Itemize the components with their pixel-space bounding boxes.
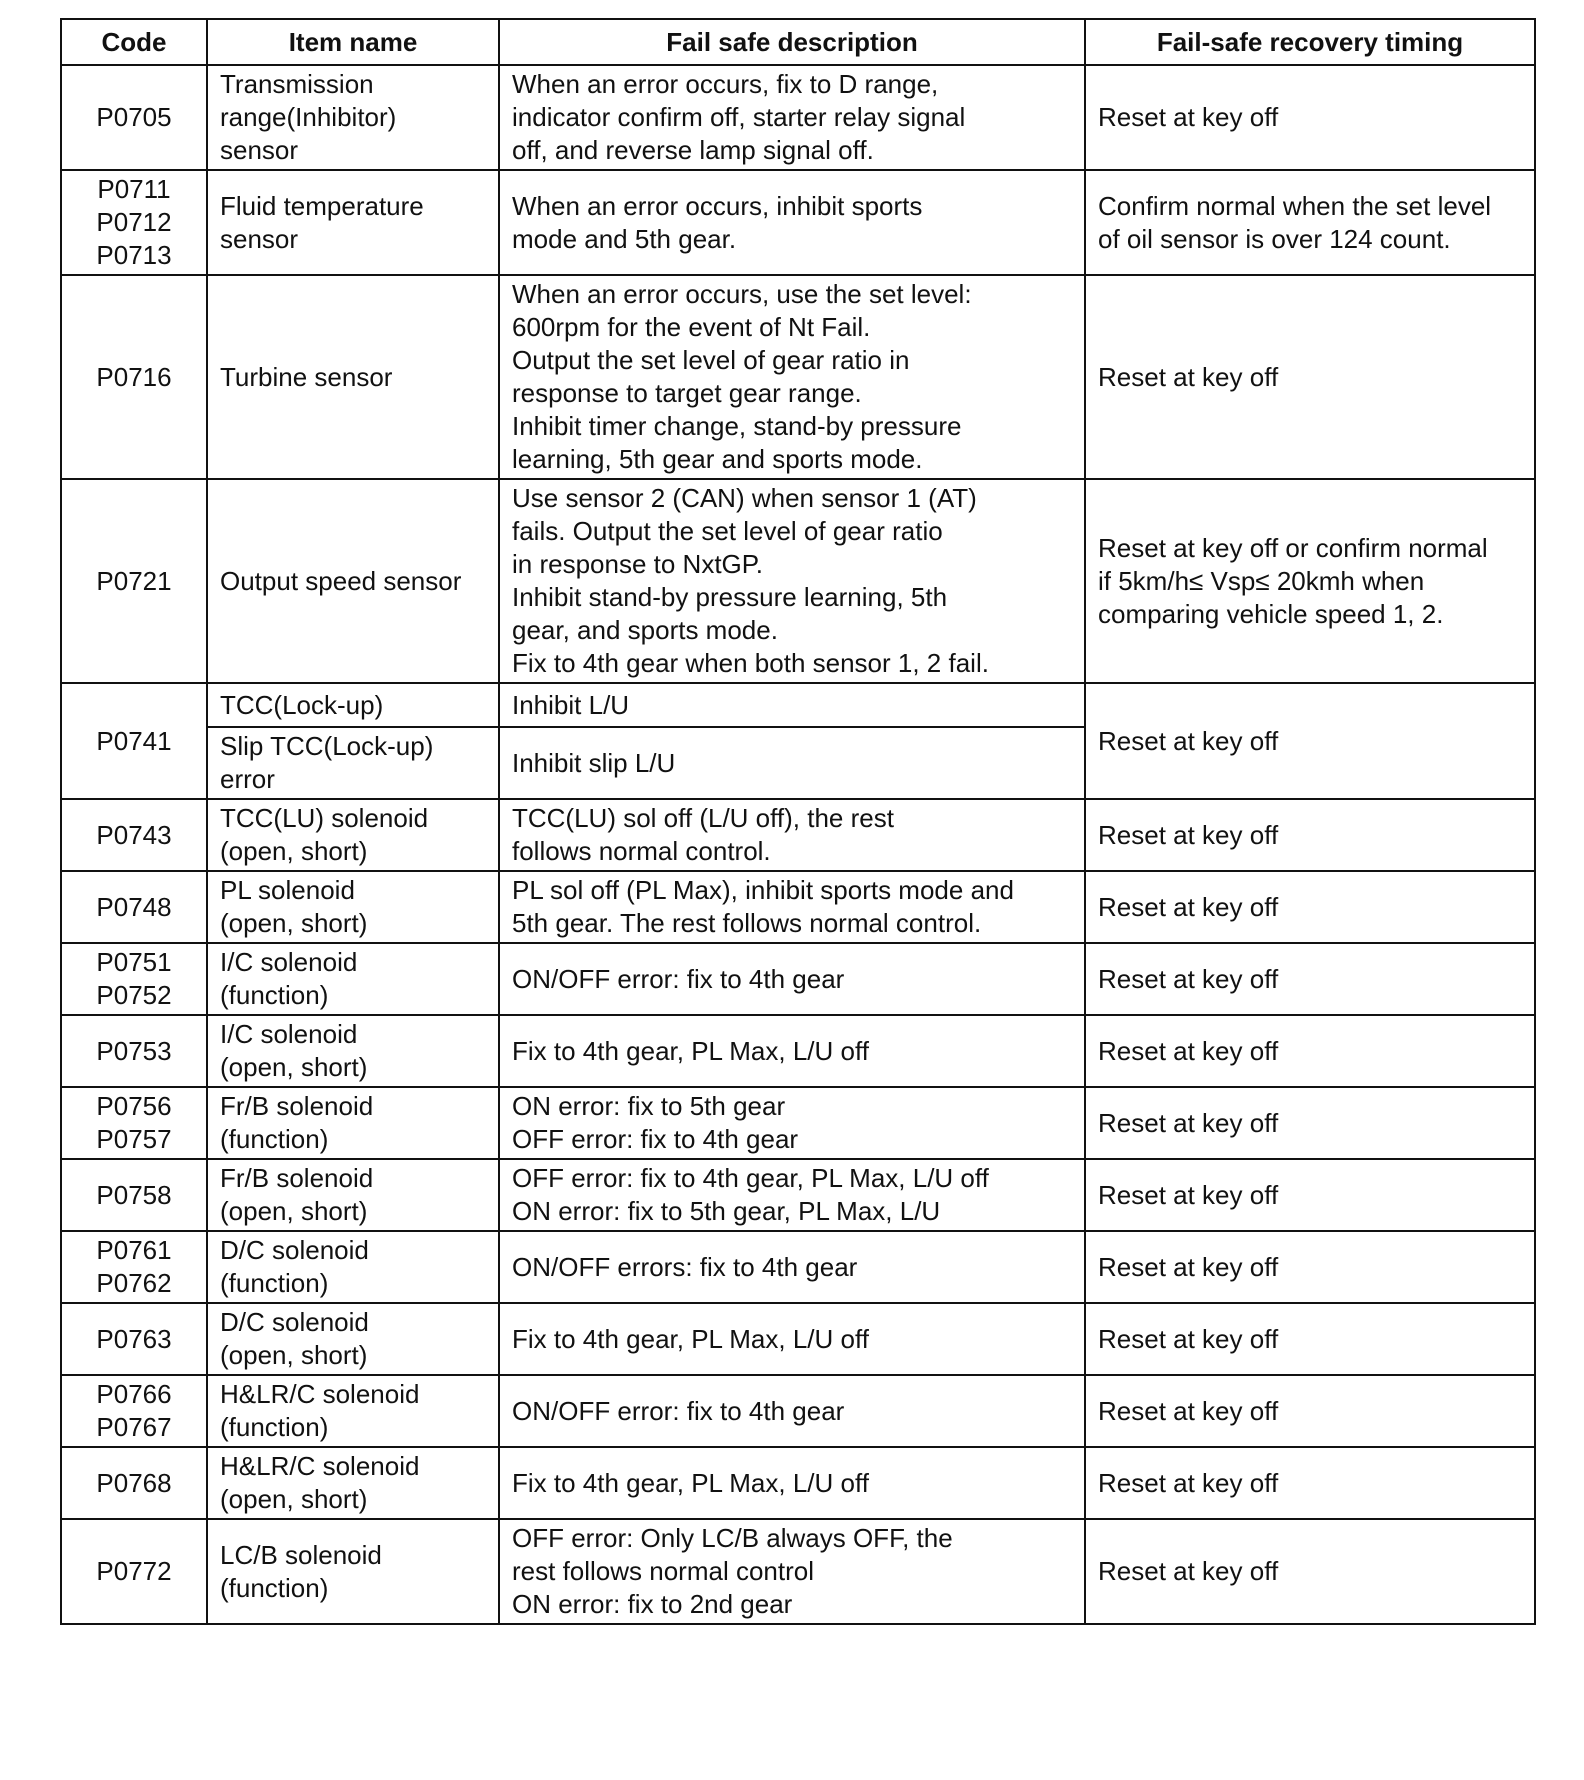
item-name-cell-line: LC/B solenoid bbox=[220, 1539, 382, 1570]
recovery-timing-cell-line: of oil sensor is over 124 count. bbox=[1098, 223, 1451, 254]
item-name-cell-line: H&LR/C solenoid bbox=[220, 1379, 420, 1409]
recovery-timing-cell bbox=[1085, 943, 1535, 1015]
code-cell bbox=[61, 65, 207, 170]
header-code: Code bbox=[61, 19, 207, 65]
item-name-cell bbox=[207, 1231, 499, 1303]
item-name-cell-line: Transmission bbox=[220, 69, 374, 99]
description-cell-line: Use sensor 2 (CAN) when sensor 1 (AT) bbox=[512, 483, 977, 513]
recovery-timing-cell bbox=[1085, 275, 1535, 479]
table-row bbox=[61, 943, 1535, 1015]
item-name-cell bbox=[207, 1519, 499, 1624]
description-cell-line: Inhibit slip L/U bbox=[512, 747, 676, 778]
item-name-cell-line: sensor bbox=[220, 223, 299, 254]
item-name-cell-line: (function) bbox=[220, 1412, 329, 1442]
code-cell bbox=[61, 275, 207, 479]
code-cell-line: P0743 bbox=[96, 819, 172, 850]
item-name-cell bbox=[207, 275, 499, 479]
code-cell-line: P0767 bbox=[96, 1412, 172, 1442]
recovery-timing-cell-line: Reset at key off bbox=[1098, 1467, 1279, 1498]
recovery-timing-cell-line: Reset at key off bbox=[1098, 1395, 1279, 1426]
recovery-timing-cell-line: Reset at key off bbox=[1098, 1035, 1279, 1066]
description-cell-line: Fix to 4th gear, PL Max, L/U off bbox=[512, 1035, 869, 1066]
recovery-timing-cell-line: Reset at key off bbox=[1098, 963, 1279, 994]
table-row bbox=[61, 479, 1535, 683]
description-cell bbox=[499, 170, 1085, 275]
recovery-timing-cell-line: Reset at key off bbox=[1098, 819, 1279, 850]
recovery-timing-cell bbox=[1085, 1375, 1535, 1447]
description-cell bbox=[499, 943, 1085, 1015]
description-cell bbox=[499, 1087, 1085, 1159]
description-cell bbox=[499, 1519, 1085, 1624]
description-cell-line: PL sol off (PL Max), inhibit sports mode and bbox=[512, 875, 1014, 905]
item-name-cell-line: (function) bbox=[220, 1124, 329, 1154]
recovery-timing-cell bbox=[1085, 799, 1535, 871]
description-cell bbox=[499, 479, 1085, 683]
item-name-cell-line: (open, short) bbox=[220, 1196, 368, 1226]
description-cell bbox=[499, 1447, 1085, 1519]
code-cell-line: P0761 bbox=[96, 1235, 172, 1265]
description-cell-line: Inhibit timer change, stand-by pressure bbox=[512, 411, 962, 441]
recovery-timing-cell-line: if 5km/h≤ Vsp≤ 20kmh when bbox=[1098, 565, 1425, 596]
description-cell-line: OFF error: fix to 4th gear bbox=[512, 1124, 799, 1154]
code-cell bbox=[61, 1015, 207, 1087]
item-name-cell-line: (open, short) bbox=[220, 908, 368, 938]
item-name-cell-line: I/C solenoid bbox=[220, 947, 358, 977]
header-fail-safe-description: Fail safe description bbox=[499, 19, 1085, 65]
table-row bbox=[61, 1447, 1535, 1519]
item-name-cell-line: TCC(LU) solenoid bbox=[220, 803, 429, 833]
table-row bbox=[61, 1159, 1535, 1231]
item-name-cell bbox=[207, 1159, 499, 1231]
item-name-cell-line: Fr/B solenoid bbox=[220, 1091, 374, 1121]
item-name-cell bbox=[207, 1015, 499, 1087]
description-cell-line: TCC(LU) sol off (L/U off), the rest bbox=[512, 803, 894, 833]
table-body bbox=[61, 65, 1535, 1624]
recovery-timing-cell-line: Reset at key off bbox=[1098, 361, 1279, 392]
recovery-timing-cell-line: Reset at key off bbox=[1098, 725, 1279, 756]
item-name-cell-line: (open, short) bbox=[220, 1484, 368, 1514]
code-cell bbox=[61, 871, 207, 943]
recovery-timing-cell bbox=[1085, 1231, 1535, 1303]
recovery-timing-cell bbox=[1085, 871, 1535, 943]
item-name-cell bbox=[207, 683, 499, 727]
table-row bbox=[61, 871, 1535, 943]
item-name-cell-line: Turbine sensor bbox=[220, 361, 393, 392]
table-row bbox=[61, 170, 1535, 275]
code-cell bbox=[61, 1087, 207, 1159]
recovery-timing-cell bbox=[1085, 1087, 1535, 1159]
item-name-cell-line: sensor bbox=[220, 135, 299, 165]
code-cell bbox=[61, 1447, 207, 1519]
item-name-cell-line: range(Inhibitor) bbox=[220, 102, 397, 132]
recovery-timing-cell bbox=[1085, 1159, 1535, 1231]
item-name-cell bbox=[207, 799, 499, 871]
code-cell-line: P0741 bbox=[96, 725, 172, 756]
description-cell bbox=[499, 65, 1085, 170]
description-cell bbox=[499, 1159, 1085, 1231]
code-cell-line: P0768 bbox=[96, 1467, 172, 1498]
item-name-cell-line: error bbox=[220, 764, 275, 794]
table-row bbox=[61, 65, 1535, 170]
description-cell-line: 600rpm for the event of Nt Fail. bbox=[512, 312, 871, 342]
description-cell bbox=[499, 1015, 1085, 1087]
description-cell-line: ON error: fix to 5th gear bbox=[512, 1091, 786, 1121]
item-name-cell bbox=[207, 65, 499, 170]
code-cell-line: P0763 bbox=[96, 1323, 172, 1354]
description-cell-line: response to target gear range. bbox=[512, 378, 862, 408]
item-name-cell-line: Slip TCC(Lock-up) bbox=[220, 731, 434, 761]
description-cell-line: OFF error: fix to 4th gear, PL Max, L/U off bbox=[512, 1163, 989, 1193]
item-name-cell-line: PL solenoid bbox=[220, 875, 355, 905]
code-cell-line: P0766 bbox=[96, 1379, 172, 1409]
recovery-timing-cell bbox=[1085, 1447, 1535, 1519]
code-cell-line: P0758 bbox=[96, 1179, 172, 1210]
table-row bbox=[61, 1519, 1535, 1624]
description-cell-line: ON/OFF error: fix to 4th gear bbox=[512, 963, 845, 994]
description-cell bbox=[499, 275, 1085, 479]
code-cell bbox=[61, 1303, 207, 1375]
item-name-cell bbox=[207, 943, 499, 1015]
code-cell-line: P0772 bbox=[96, 1556, 172, 1586]
item-name-cell bbox=[207, 170, 499, 275]
table-row bbox=[61, 1231, 1535, 1303]
item-name-cell bbox=[207, 871, 499, 943]
recovery-timing-cell-line: Reset at key off bbox=[1098, 1107, 1279, 1138]
code-cell-line: P0753 bbox=[96, 1035, 172, 1066]
description-cell-line: follows normal control. bbox=[512, 836, 771, 866]
description-cell-line: in response to NxtGP. bbox=[512, 549, 763, 579]
description-cell-line: OFF error: Only LC/B always OFF, the bbox=[512, 1523, 953, 1553]
table-row bbox=[61, 1303, 1535, 1375]
item-name-cell-line: Fluid temperature bbox=[220, 190, 424, 221]
code-cell-line: P0713 bbox=[96, 240, 172, 270]
code-cell-line: P0762 bbox=[96, 1268, 172, 1298]
recovery-timing-cell-line: comparing vehicle speed 1, 2. bbox=[1098, 598, 1444, 629]
recovery-timing-cell-line: Reset at key off bbox=[1098, 102, 1279, 132]
recovery-timing-cell bbox=[1085, 479, 1535, 683]
description-cell bbox=[499, 1231, 1085, 1303]
description-cell-line: When an error occurs, use the set level: bbox=[512, 279, 972, 309]
item-name-cell-line: Fr/B solenoid bbox=[220, 1163, 374, 1193]
description-cell bbox=[499, 1375, 1085, 1447]
recovery-timing-cell-line: Reset at key off bbox=[1098, 1179, 1279, 1210]
item-name-cell-line: (function) bbox=[220, 1572, 329, 1603]
description-cell-line: Output the set level of gear ratio in bbox=[512, 345, 910, 375]
code-cell bbox=[61, 479, 207, 683]
table-header-row bbox=[61, 19, 1535, 65]
code-cell-line: P0711 bbox=[97, 174, 171, 204]
description-cell-line: ON error: fix to 2nd gear bbox=[512, 1589, 793, 1619]
header-recovery-timing: Fail-safe recovery timing bbox=[1085, 19, 1535, 65]
description-cell-line: learning, 5th gear and sports mode. bbox=[512, 444, 923, 474]
item-name-cell-line: (open, short) bbox=[220, 836, 368, 866]
code-cell-line: P0756 bbox=[96, 1091, 172, 1121]
code-cell bbox=[61, 683, 207, 799]
recovery-timing-cell-line: Reset at key off bbox=[1098, 1323, 1279, 1354]
recovery-timing-cell-line: Reset at key off bbox=[1098, 1556, 1279, 1586]
code-cell-line: P0721 bbox=[96, 565, 172, 596]
description-cell-line: Fix to 4th gear when both sensor 1, 2 fail. bbox=[512, 648, 989, 678]
code-cell bbox=[61, 1519, 207, 1624]
code-cell bbox=[61, 1375, 207, 1447]
item-name-cell-line: (open, short) bbox=[220, 1052, 368, 1082]
description-cell bbox=[499, 727, 1085, 799]
code-cell-line: P0748 bbox=[96, 891, 172, 922]
recovery-timing-cell-line: Reset at key off bbox=[1098, 1251, 1279, 1282]
description-cell-line: rest follows normal control bbox=[512, 1556, 814, 1586]
code-cell-line: P0705 bbox=[96, 102, 172, 132]
description-cell-line: ON error: fix to 5th gear, PL Max, L/U bbox=[512, 1196, 941, 1226]
recovery-timing-cell-line: Reset at key off bbox=[1098, 891, 1279, 922]
item-name-cell bbox=[207, 1087, 499, 1159]
recovery-timing-cell bbox=[1085, 683, 1535, 799]
item-name-cell-line: D/C solenoid bbox=[220, 1307, 369, 1337]
recovery-timing-cell bbox=[1085, 1015, 1535, 1087]
description-cell bbox=[499, 871, 1085, 943]
code-cell bbox=[61, 1159, 207, 1231]
header-item-name: Item name bbox=[207, 19, 499, 65]
description-cell-line: mode and 5th gear. bbox=[512, 223, 737, 254]
fail-safe-sheet bbox=[60, 18, 1536, 1625]
description-cell-line: Inhibit stand-by pressure learning, 5th bbox=[512, 582, 948, 612]
code-cell-line: P0712 bbox=[96, 207, 172, 237]
item-name-cell bbox=[207, 727, 499, 799]
item-name-cell-line: H&LR/C solenoid bbox=[220, 1451, 420, 1481]
description-cell-line: fails. Output the set level of gear ratio bbox=[512, 516, 943, 546]
item-name-cell-line: TCC(Lock-up) bbox=[220, 689, 384, 720]
code-cell-line: P0716 bbox=[96, 361, 172, 392]
table-row bbox=[61, 683, 1535, 727]
description-cell-line: Inhibit L/U bbox=[512, 689, 630, 720]
item-name-cell bbox=[207, 1375, 499, 1447]
recovery-timing-cell-line: Reset at key off or confirm normal bbox=[1098, 532, 1488, 563]
item-name-cell-line: Output speed sensor bbox=[220, 565, 462, 596]
recovery-timing-cell bbox=[1085, 1519, 1535, 1624]
code-cell-line: P0751 bbox=[96, 947, 172, 977]
description-cell bbox=[499, 683, 1085, 727]
item-name-cell bbox=[207, 479, 499, 683]
item-name-cell-line: (open, short) bbox=[220, 1340, 368, 1370]
table-row bbox=[61, 1015, 1535, 1087]
description-cell bbox=[499, 799, 1085, 871]
item-name-cell-line: (function) bbox=[220, 1268, 329, 1298]
description-cell-line: ON/OFF errors: fix to 4th gear bbox=[512, 1251, 858, 1282]
description-cell-line: Fix to 4th gear, PL Max, L/U off bbox=[512, 1323, 869, 1354]
table-row bbox=[61, 1375, 1535, 1447]
recovery-timing-cell bbox=[1085, 65, 1535, 170]
item-name-cell-line: (function) bbox=[220, 980, 329, 1010]
recovery-timing-cell-line: Confirm normal when the set level bbox=[1098, 190, 1492, 221]
item-name-cell bbox=[207, 1447, 499, 1519]
fail-safe-table bbox=[60, 18, 1536, 1625]
description-cell-line: When an error occurs, fix to D range, bbox=[512, 69, 939, 99]
code-cell-line: P0757 bbox=[96, 1124, 172, 1154]
description-cell-line: 5th gear. The rest follows normal control. bbox=[512, 908, 982, 938]
description-cell-line: off, and reverse lamp signal off. bbox=[512, 135, 874, 165]
code-cell bbox=[61, 170, 207, 275]
description-cell-line: When an error occurs, inhibit sports bbox=[512, 190, 923, 221]
item-name-cell-line: I/C solenoid bbox=[220, 1019, 358, 1049]
description-cell-line: ON/OFF error: fix to 4th gear bbox=[512, 1395, 845, 1426]
code-cell bbox=[61, 1231, 207, 1303]
recovery-timing-cell bbox=[1085, 1303, 1535, 1375]
code-cell bbox=[61, 799, 207, 871]
table-row bbox=[61, 1087, 1535, 1159]
description-cell-line: gear, and sports mode. bbox=[512, 615, 778, 645]
description-cell bbox=[499, 1303, 1085, 1375]
description-cell-line: Fix to 4th gear, PL Max, L/U off bbox=[512, 1467, 869, 1498]
recovery-timing-cell bbox=[1085, 170, 1535, 275]
item-name-cell-line: D/C solenoid bbox=[220, 1235, 369, 1265]
code-cell bbox=[61, 943, 207, 1015]
table-row bbox=[61, 275, 1535, 479]
table-row bbox=[61, 799, 1535, 871]
description-cell-line: indicator confirm off, starter relay signal bbox=[512, 102, 966, 132]
item-name-cell bbox=[207, 1303, 499, 1375]
code-cell-line: P0752 bbox=[96, 980, 172, 1010]
